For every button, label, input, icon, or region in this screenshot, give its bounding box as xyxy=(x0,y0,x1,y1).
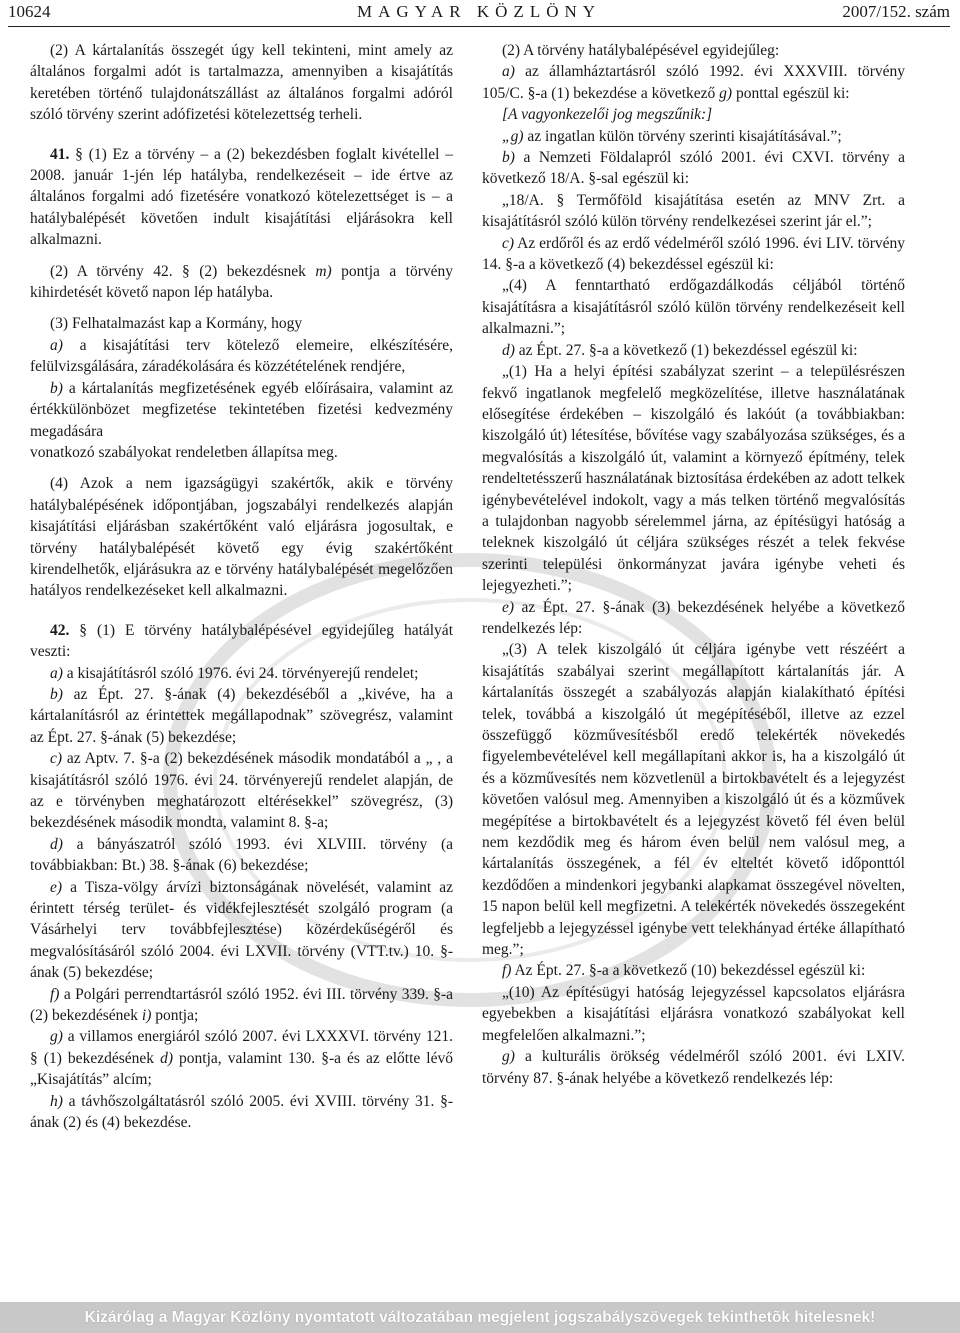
quoted-text: „g) az ingatlan külön törvény szerinti kisajátításával.”; xyxy=(502,127,842,145)
paragraph: (3) Felhatalmazást kap a Kormány, hogy xyxy=(50,315,303,333)
quoted-text: „(1) Ha a helyi építési szabályzat szerint – a településrészen fekvő ingatlanok megfelelő megközelítése, illetve használatának elősegítése érdekében – kiszolgáló és lakóút (a továbbiakban: kiszolgáló út) létesítése, bővítése vagy szabályozása szükséges, és a megvalósítás a kiszolgáló út, valamint a környező építmény, telek rendeltetésszerű használatának biztosítása érdekében az adott telkek igénybevételével indokolt, vagy a más telken történő megvalósítás a tulajdonban nagyobb sérelemmel járna, az építésügyi hatóság a teleknek kiszolgáló út céljára szükséges részét a telek fekvése szerinti települési önkormányzat javára igénybe veheti és lejegyezheti.”; xyxy=(482,363,905,595)
left-column xyxy=(30,40,453,1134)
paragraph: (4) Azok a nem igazságügyi szakértők, akik e törvény hatálybalépésének időpontjában, jogszabályi rendelkezés alapján kisajátítási eljárásban szakértőként való eljárásra jogosultak, e törvény hatálybalépését követő egy évig szakértőként kirendelhetők, eljárásukra az e törvény hatálybalépését megelőzően hatályos rendelkezéseket kell alkalmazni. xyxy=(30,475,453,600)
header-rule xyxy=(8,26,950,27)
list-item: f) a Polgári perrendtartásról szóló 1952. évi III. törvény 339. §-a (2) bekezdésének i) pontja; xyxy=(30,985,453,1025)
paragraph: (2) A törvény hatálybalépésével egyidejűleg: xyxy=(502,42,780,59)
list-item: a) a kisajátításról szóló 1976. évi 24. törvényerejű rendelet; xyxy=(50,664,419,682)
list-item: b) az Épt. 27. §-ának (4) bekezdéséből a „kivéve, ha a kártalanításról az érintettek megállapodnak” szövegrész, valamint az Épt. 27. §-ának (5) bekezdése; xyxy=(30,685,453,746)
list-item: c) Az erdőről és az erdő védelméről szóló 1996. évi LIV. törvény 14. §-a a következő (4) bekezdéssel egészül ki: xyxy=(482,234,905,274)
list-item: b) a Nemzeti Földalapról szóló 2001. évi CXVI. törvény a következő 18/A. §-sal egészül ki: xyxy=(482,149,905,188)
quoted-heading: [A vagyonkezelői jog megszűnik:] xyxy=(502,106,713,124)
section-number: 41. xyxy=(50,145,70,163)
list-item: a) az államháztartásról szóló 1992. évi XXXVIII. törvény 105/C. §-a (1) bekezdése a következő g) ponttal egészül ki: xyxy=(482,63,905,102)
paragraph: (2) A törvény 42. § (2) bekezdésnek m) pontja a törvény kihirdetését követő napon lép hatályba. xyxy=(30,262,453,302)
right-column xyxy=(482,40,905,1089)
paragraph: vonatkozó szabályokat rendeletben állapítsa meg. xyxy=(30,443,338,461)
list-item: d) a bányászatról szóló 1993. évi XLVIII. törvény (a továbbiakban: Bt.) 38. §-ának (6) bekezdése; xyxy=(30,835,453,875)
section-number: 42. xyxy=(50,621,70,639)
list-item: e) az Épt. 27. §-ának (3) bekezdésének helyébe a következő rendelkezés lép: xyxy=(482,598,905,637)
list-item: h) a távhőszolgáltatásról szóló 2005. évi XVIII. törvény 31. §-ának (2) és (4) bekezdése. xyxy=(30,1092,453,1132)
list-item: g) a villamos energiáról szóló 2007. évi LXXXVI. törvény 121. § (1) bekezdésének d) pontja, valamint 130. §-a és az előtte lévő „Kisajátítás” alcím; xyxy=(30,1028,453,1089)
section-42: 42. § (1) E törvény hatálybalépésével egyidejűleg hatályát veszti: xyxy=(30,621,453,661)
list-item: c) az Aptv. 7. §-a (2) bekezdésének második mondatából a „ , a kisajátításról szóló 1976. évi 24. törvényerejű rendelet alapján, de az e törvényben meghatározott eltérésekkel” szövegrész, (3) bekezdésének második mondta, valamint 8. §-a; xyxy=(30,750,453,832)
quoted-text: „(3) A telek kiszolgáló út céljára igénybe vett részéért a kisajátítás szabályai szerint megállapított kártalanítás jár. A kártalanítás összegét a szabályozás alapján kialakítható építési telek, továbbá a kiszolgáló út megépítéséből, illetve az ezzel összefüggő közművesítésből eredő telekérték növekedés figyelembevételével kell megállapítani akkor is, ha a kiszolgáló út és a közművesítés nem közvetlenül a birtokbavételt és a lejegyzést követően valósul meg. Amennyiben a kiszolgáló út és a közművek megépítése a birtokbavételt és a lejegyzést követő fél éven belül nem kezdődik meg és három éven belül nem valósul meg, a kártalanítás összegének, a fél év elteltét követő időponttól kezdődően a mindenkori jegybanki alapkamat összegével növelten, 15 napon belül kell megfizetni. A telekérték növekedés összegeként legfeljebb a lejegyzéssel igénybe vett telekhányad értéke állapítható meg.”; xyxy=(482,641,905,959)
issue-number: 2007/152. szám xyxy=(842,2,950,21)
page-header xyxy=(8,0,950,24)
page-number: 10624 xyxy=(8,2,51,21)
list-item: a) a kisajátítási terv kötelező elemeire, elkészítésére, felülvizsgálására, záradékolására és közzétételének rendjére, xyxy=(30,336,453,376)
list-item: d) az Épt. 27. §-a a következő (1) bekezdéssel egészül ki: xyxy=(502,341,858,359)
quoted-text: „(10) Az építésügyi hatóság lejegyzéssel kapcsolatos eljárásra egyebekben a kisajátítási eljárásra vonatkozó szabályokat kell megfelelően alkalmazni.”; xyxy=(482,983,905,1044)
quoted-text: „(4) A fenntartható erdőgazdálkodás céljából történő kisajátításra a kisajátításról szóló külön törvény rendelkezéseit kell alkalmazni.”; xyxy=(482,277,905,338)
section-41: 41. § (1) Ez a törvény – a (2) bekezdésben foglalt kivétellel – 2008. január 1-jén lép hatályba, rendelkezéseit – ide értve az általános forgalmi adó fizetésére vonatkozó kötelezettséget is – a hatálybalépését követően indult kisajátítási eljárásokra kell alkalmazni. xyxy=(30,145,453,249)
authenticity-notice: Kizárólag a Magyar Közlöny nyomtatott változatában megjelent jogszabályszövegek tekinthetõk hitelesnek! xyxy=(0,1302,960,1333)
list-item: b) a kártalanítás megfizetésének egyéb előírásaira, valamint az értékkülönbözet megfizetése tekintetében fizetési kedvezmény megadására xyxy=(30,379,453,440)
quoted-text: „18/A. § Termőföld kisajátítása esetén az MNV Zrt. a kisajátításról szóló külön törvény rendelkezései szerint jár el.”; xyxy=(482,191,905,231)
list-item: e) a Tisza-völgy árvízi biztonságának növelését, valamint az érintett térség terület- és vidékfejlesztését szolgáló program (a Vásárhelyi terv továbbfejlesztése) közérdekűségéről és megvalósításáról szóló 2004. évi LXVII. törvény (VTT.tv.) 10. §-ának (5) bekezdése; xyxy=(30,878,453,982)
list-item: f) Az Épt. 27. §-a a következő (10) bekezdéssel egészül ki: xyxy=(502,962,866,980)
list-item: g) a kulturális örökség védelméről szóló 2001. évi LXIV. törvény 87. §-ának helyébe a következő rendelkezés lép: xyxy=(482,1048,905,1087)
paragraph: (2) A kártalanítás összegét úgy kell tekinteni, mint amely az általános forgalmi adót is tartalmazza, amennyiben a kisajátítás keretében történő tulajdonátszállást az általános forgalmi adóról szóló törvény szerint adófizetési kötelezettség terheli. xyxy=(30,42,453,124)
publication-title: MAGYAR KÖZLÖNY xyxy=(356,2,602,21)
